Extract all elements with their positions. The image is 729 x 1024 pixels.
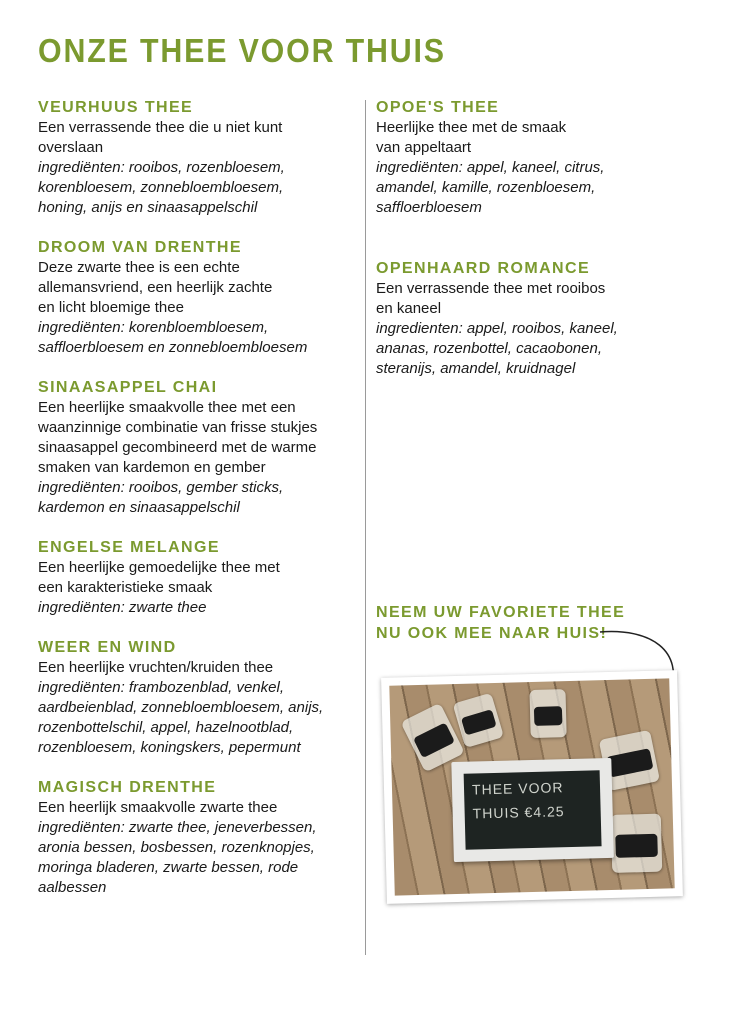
tea-description: Deze zwarte thee is een echte: [38, 259, 240, 276]
tea-ingredients: ingrediënten: zwarte thee, jeneverbessen,: [38, 819, 317, 836]
board-text: THUIS €4.25: [472, 803, 565, 822]
tea-ingredients: ingrediënten: frambozenblad, venkel,: [38, 679, 284, 696]
tea-section: [38, 778, 358, 898]
tea-description: en licht bloemige thee: [38, 299, 184, 316]
tea-jar: [453, 693, 504, 748]
tea-ingredients: ingredienten: appel, rooibos, kaneel,: [376, 320, 618, 337]
tea-description: van appeltaart: [376, 139, 472, 156]
tea-ingredients: steranijs, amandel, kruidnagel: [376, 360, 576, 377]
tea-ingredients: aalbessen: [38, 879, 107, 896]
right-column: [376, 98, 706, 420]
tea-jar: [611, 814, 663, 873]
tea-ingredients: saffloerbloesem en zonnebloembloesem: [38, 339, 308, 356]
tea-section: [38, 378, 358, 518]
tea-ingredients: ingrediënten: appel, kaneel, citrus,: [376, 159, 605, 176]
tea-ingredients: moringa bladeren, zwarte bessen, rode: [38, 859, 299, 876]
tea-ingredients: aardbeienblad, zonnebloembloesem, anijs,: [38, 699, 324, 716]
tea-name: OPENHAARD ROMANCE: [376, 260, 591, 277]
tea-description: Een heerlijke smaakvolle thee met een: [38, 399, 296, 416]
tea-name: OPOE'S THEE: [376, 99, 500, 116]
promo-line: NEEM UW FAVORIETE THEE: [376, 604, 626, 621]
tea-description: overslaan: [38, 139, 104, 156]
tea-section: [38, 638, 358, 758]
promo-heading: [376, 602, 625, 644]
tea-name: SINAASAPPEL CHAI: [38, 379, 218, 396]
tea-ingredients: rozenbottelschil, appel, hazelnootblad,: [38, 719, 294, 736]
tea-description: een karakteristieke smaak: [38, 579, 213, 596]
tea-section: [376, 259, 706, 379]
tea-description: Een verrassende thee die u niet kunt: [38, 119, 283, 136]
tea-description: sinaasappel gecombineerd met de warme: [38, 439, 317, 456]
board-text: THEE VOOR: [471, 779, 564, 798]
tea-jars-photo: [381, 670, 683, 904]
column-divider: [365, 100, 366, 955]
tea-jar: [529, 689, 566, 738]
tea-name: DROOM VAN DRENTHE: [38, 239, 242, 256]
tea-name: WEER EN WIND: [38, 639, 177, 656]
tea-name: MAGISCH DRENTHE: [38, 779, 217, 796]
tea-ingredients: ingrediënten: rooibos, gember sticks,: [38, 479, 284, 496]
tea-description: waanzinnige combinatie van frisse stukjes: [38, 419, 318, 436]
page-title: ONZE THEE VOOR THUIS: [38, 32, 446, 69]
tea-section: [38, 238, 358, 358]
tea-ingredients: ananas, rozenbottel, cacaobonen,: [376, 340, 603, 357]
tea-description: smaken van kardemon en gember: [38, 459, 266, 476]
promo-line: NU OOK MEE NAAR HUIS!: [376, 625, 608, 642]
tea-ingredients: saffloerbloesem: [376, 199, 482, 216]
tea-section: [38, 98, 358, 218]
tea-name: ENGELSE MELANGE: [38, 539, 220, 556]
tea-ingredients: ingrediënten: rooibos, rozenbloesem,: [38, 159, 285, 176]
tea-ingredients: rozenbloesem, koningskers, pepermunt: [38, 739, 301, 756]
tea-description: Een verrassende thee met rooibos: [376, 280, 606, 297]
chalkboard: [451, 758, 614, 862]
tea-name: VEURHUUS THEE: [38, 99, 194, 116]
tea-ingredients: korenbloesem, zonnebloembloesem,: [38, 179, 284, 196]
tea-ingredients: honing, anijs en sinaasappelschil: [38, 199, 258, 216]
tea-description: Een heerlijk smaakvolle zwarte thee: [38, 799, 278, 816]
tea-description: en kaneel: [376, 300, 442, 317]
tea-section: [38, 538, 358, 618]
tea-ingredients: amandel, kamille, rozenbloesem,: [376, 179, 596, 196]
tea-ingredients: ingrediënten: korenbloembloesem,: [38, 319, 269, 336]
tea-description: Heerlijke thee met de smaak: [376, 119, 567, 136]
tea-ingredients: kardemon en sinaasappelschil: [38, 499, 240, 516]
tea-description: allemansvriend, een heerlijk zachte: [38, 279, 273, 296]
tea-description: Een heerlijke vruchten/kruiden thee: [38, 659, 274, 676]
tea-ingredients: ingrediënten: zwarte thee: [38, 599, 207, 616]
tea-section: [376, 98, 706, 218]
left-column: [38, 98, 358, 918]
tea-ingredients: aronia bessen, bosbessen, rozenknopjes,: [38, 839, 315, 856]
tea-description: Een heerlijke gemoedelijke thee met: [38, 559, 280, 576]
